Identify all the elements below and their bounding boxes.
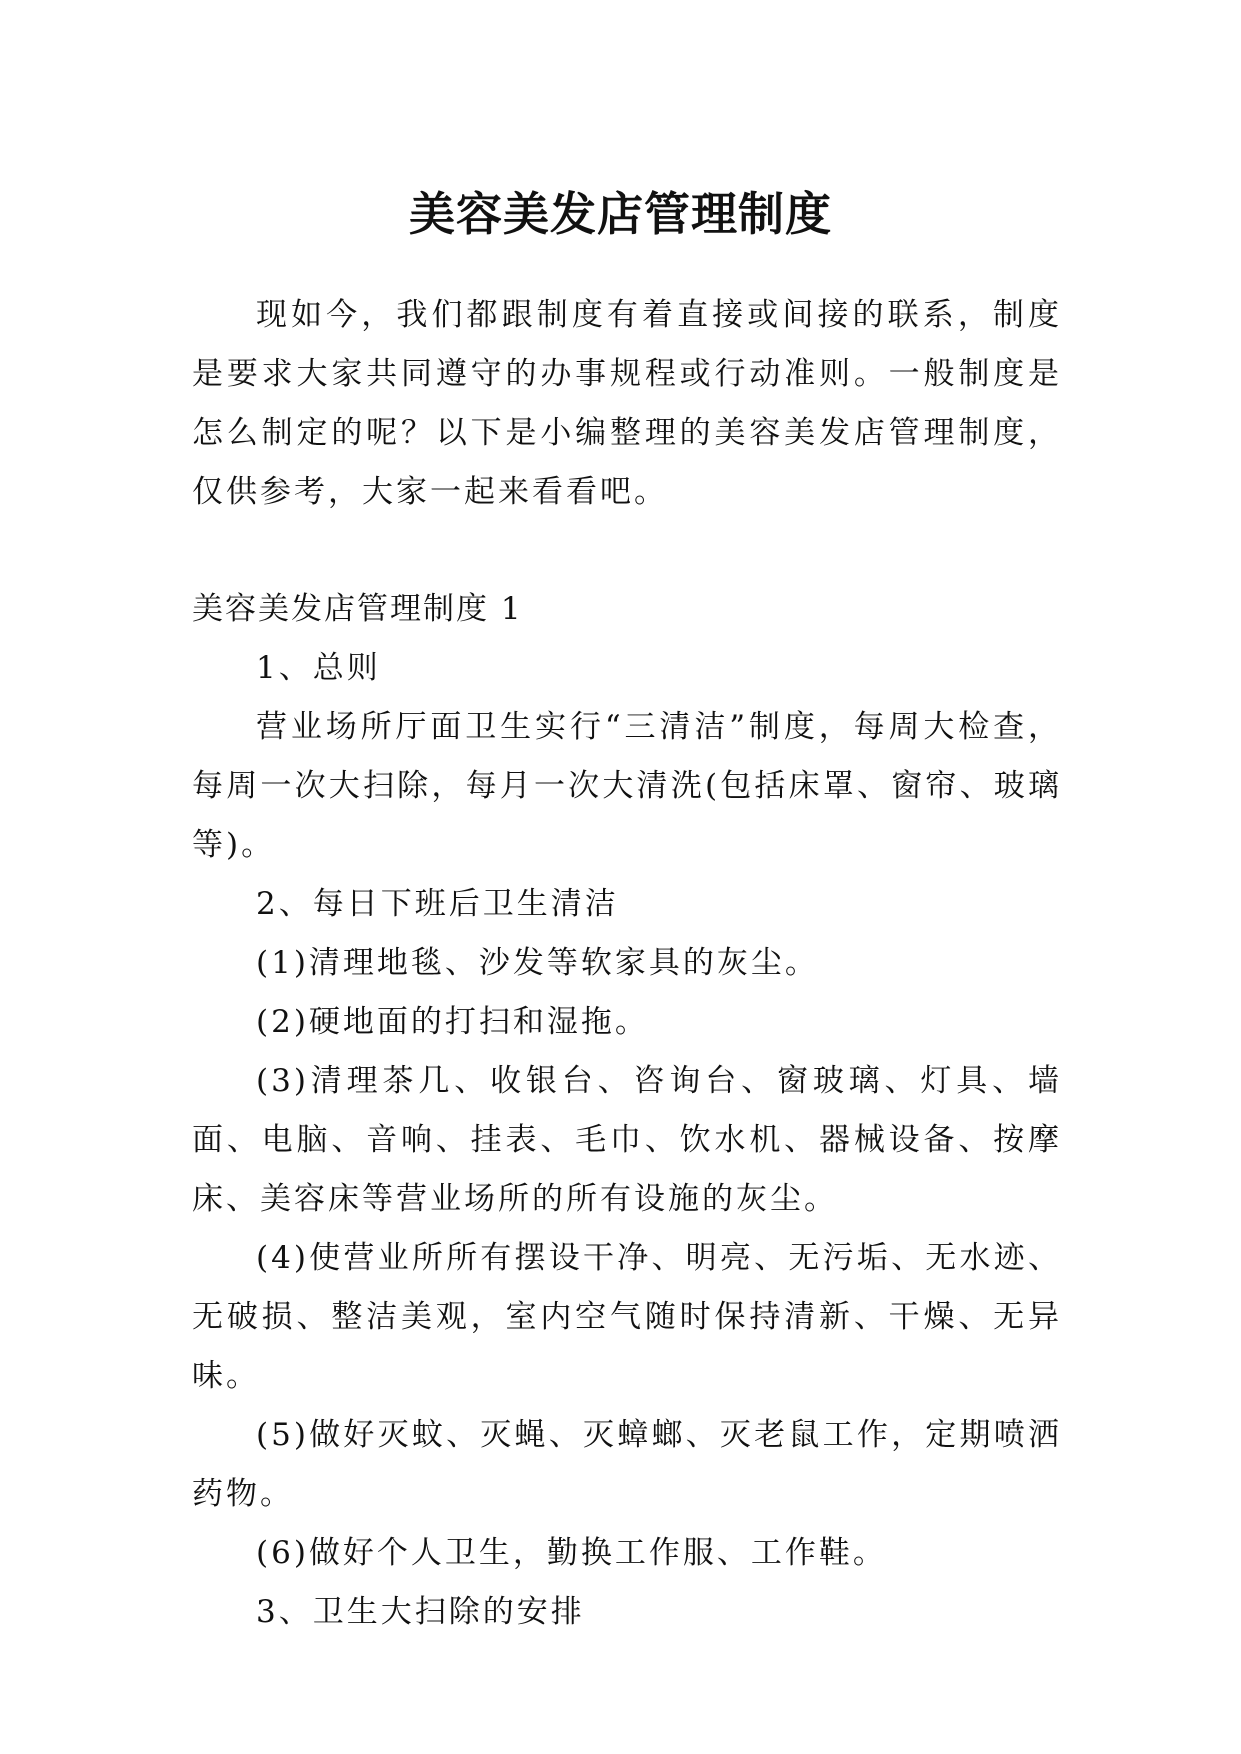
body-paragraph: 2、每日下班后卫生清洁 <box>256 886 619 922</box>
body-paragraph: (2)硬地面的打扫和湿拖。 <box>256 1004 649 1040</box>
body-paragraph: 3、卫生大扫除的安排 <box>256 1594 585 1630</box>
body-paragraph: (6)做好个人卫生，勤换工作服、工作鞋。 <box>256 1535 887 1571</box>
body-paragraph: (1)清理地毯、沙发等软家具的灰尘。 <box>256 945 819 981</box>
body-paragraph: (5)做好灭蚊、灭蝇、灭蟑螂、灭老鼠工作，定期喷洒药物。 <box>192 1417 1062 1512</box>
document-title: 美容美发店管理制度 <box>409 186 832 241</box>
body-paragraph: (3)清理茶几、收银台、咨询台、窗玻璃、灯具、墙面、电脑、音响、挂表、毛巾、饮水机、器械设备、按摩床、美容床等营业场所的所有设施的灰尘。 <box>192 1063 1062 1217</box>
body-paragraph: 1、总则 <box>256 650 381 686</box>
document-body <box>192 580 1062 1642</box>
body-paragraph: (4)使营业所所有摆设干净、明亮、无污垢、无水迹、无破损、整洁美观，室内空气随时保持清新、干燥、无异味。 <box>192 1240 1062 1394</box>
intro-paragraph: 现如今，我们都跟制度有着直接或间接的联系，制度是要求大家共同遵守的办事规程或行动准则。一般制度是怎么制定的呢？以下是小编整理的美容美发店管理制度，仅供参考，大家一起来看看吧。 <box>192 297 1062 510</box>
body-paragraph: 营业场所厅面卫生实行“三清洁”制度，每周大检查，每周一次大扫除，每月一次大清洗(包括床罩、窗帘、玻璃等)。 <box>192 709 1062 863</box>
section-heading: 美容美发店管理制度 1 <box>192 591 523 627</box>
